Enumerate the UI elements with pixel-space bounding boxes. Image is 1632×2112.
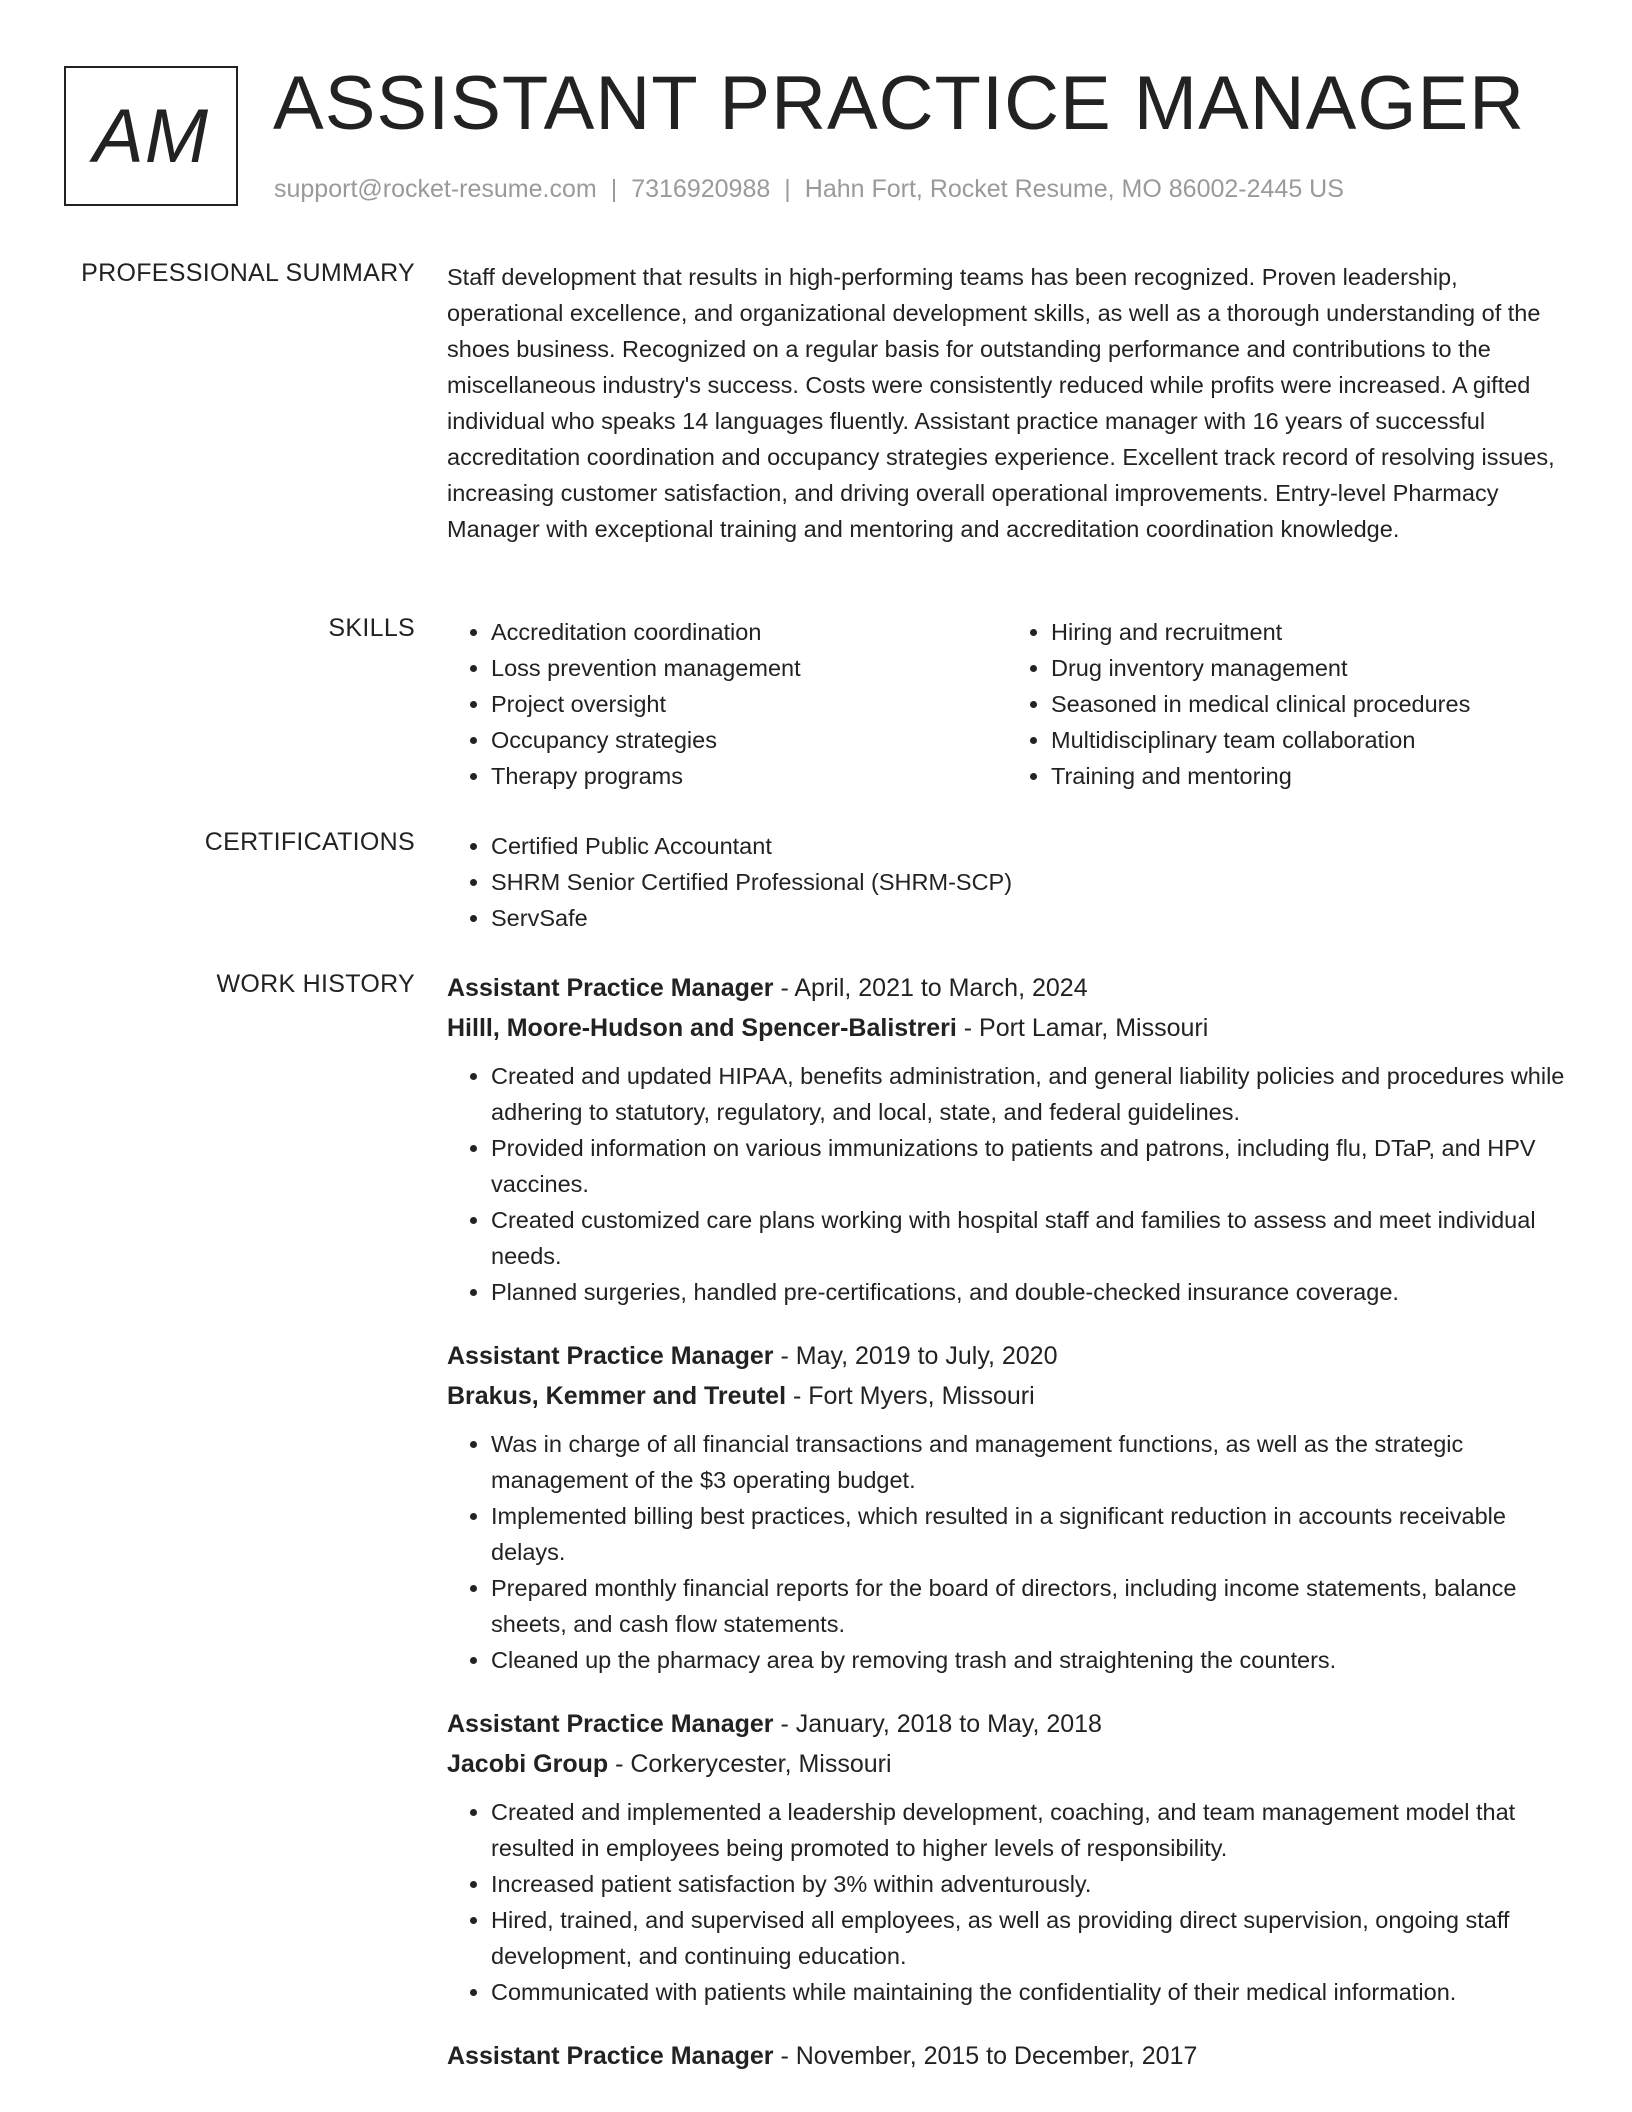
contact-email[interactable]: support@rocket-resume.com [274, 175, 597, 203]
skill-item: • Seasoned in medical clinical procedures [1051, 686, 1567, 722]
job-entry [447, 968, 1567, 1310]
job-bullet: • Cleaned up the pharmacy area by removing trash and straightening the counters. [491, 1642, 1567, 1678]
contact-phone: 7316920988 [631, 175, 771, 203]
skills-list-left [447, 614, 1007, 794]
monogram-logo: AM [64, 66, 238, 206]
certification-item: • SHRM Senior Certified Professional (SHRM-SCP) [491, 864, 1567, 900]
job-bullet: • Created and implemented a leadership development, coaching, and team management model that resulted in employees being promoted to higher levels of responsibility. [491, 1794, 1567, 1866]
work-history-label: WORK HISTORY [216, 970, 415, 998]
job-bullet: • Communicated with patients while maintaining the confidentiality of their medical information. [491, 1974, 1567, 2010]
job-bullet: • Was in charge of all financial transactions and management functions, as well as the strategic management of the $3 operating budget. [491, 1426, 1567, 1498]
resume-title: ASSISTANT PRACTICE MANAGER [273, 61, 1526, 146]
job-location: - Fort Myers, Missouri [786, 1382, 1035, 1410]
summary-text: Staff development that results in high-performing teams has been recognized. Proven leadership, operational excellence, and organizational development skills, as well as a thorough understanding of the shoes business. Recognized on a regular basis for outstanding performance and contributions to the miscellaneous industry's success. Costs were consistently reduced while profits were increased. A gifted individual who speaks 14 languages fluently. Assistant practice manager with 16 years of successful accreditation coordination and occupancy strategies experience. Excellent track record of resolving issues, increasing customer satisfaction, and driving overall operational improvements. Entry-level Pharmacy Manager with exceptional training and mentoring and accreditation coordination knowledge. [447, 264, 1555, 542]
job-bullets [447, 1058, 1567, 1310]
job-dates: - November, 2015 to December, 2017 [773, 2042, 1198, 2070]
job-bullets [447, 1426, 1567, 1678]
job-title: Assistant Practice Manager [447, 974, 774, 1002]
contact-separator: | [784, 175, 791, 203]
job-entry [447, 2036, 1567, 2076]
contact-address: Hahn Fort, Rocket Resume, MO 86002-2445 US [804, 175, 1344, 203]
job-bullet: • Increased patient satisfaction by 3% within adventurously. [491, 1866, 1567, 1902]
job-bullets [447, 1794, 1567, 2010]
job-dates: - May, 2019 to July, 2020 [773, 1342, 1058, 1370]
summary-label: PROFESSIONAL SUMMARY [81, 259, 415, 287]
job-company: Hilll, Moore-Hudson and Spencer-Balistreri [447, 1014, 957, 1042]
skill-item: • Hiring and recruitment [1051, 614, 1567, 650]
job-bullet: • Provided information on various immunizations to patients and patrons, including flu, DTaP, and HPV vaccines. [491, 1130, 1567, 1202]
job-location: - Port Lamar, Missouri [956, 1014, 1209, 1042]
certifications-label: CERTIFICATIONS [204, 828, 415, 856]
certifications-list [447, 828, 1567, 936]
job-bullet: • Planned surgeries, handled pre-certifications, and double-checked insurance coverage. [491, 1274, 1567, 1310]
certification-item: • Certified Public Accountant [491, 828, 1567, 864]
job-company-line [447, 1008, 1567, 1048]
job-title-line [447, 968, 1567, 1008]
job-dates: - January, 2018 to May, 2018 [773, 1710, 1102, 1738]
job-company-line [447, 1376, 1567, 1416]
skills-list-right [1007, 614, 1567, 794]
job-location: - Corkerycester, Missouri [608, 1750, 892, 1778]
job-bullet: • Created customized care plans working with hospital staff and families to assess and meet individual needs. [491, 1202, 1567, 1274]
certifications-body [447, 828, 1567, 936]
certification-item: • ServSafe [491, 900, 1567, 936]
job-title: Assistant Practice Manager [447, 1342, 774, 1370]
skill-item: • Training and mentoring [1051, 758, 1567, 794]
contact-separator: | [610, 175, 618, 203]
job-bullet: • Created and updated HIPAA, benefits administration, and general liability policies and procedures while adhering to statutory, regulatory, and local, state, and federal guidelines. [491, 1058, 1567, 1130]
job-title-line [447, 1704, 1567, 1744]
job-bullet: • Prepared monthly financial reports for the board of directors, including income statements, balance sheets, and cash flow statements. [491, 1570, 1567, 1642]
skill-item: • Multidisciplinary team collaboration [1051, 722, 1567, 758]
job-title: Assistant Practice Manager [447, 1710, 774, 1738]
skill-item: • Occupancy strategies [491, 722, 1007, 758]
job-entry [447, 1336, 1567, 1678]
skill-item: • Project oversight [491, 686, 1007, 722]
job-title: Assistant Practice Manager [447, 2042, 774, 2070]
job-dates: - April, 2021 to March, 2024 [773, 974, 1088, 1002]
skills-label: SKILLS [328, 614, 415, 642]
skill-item: • Drug inventory management [1051, 650, 1567, 686]
job-company: Jacobi Group [447, 1750, 609, 1778]
job-company-line [447, 1744, 1567, 1784]
job-bullet: • Implemented billing best practices, which resulted in a significant reduction in accounts receivable delays. [491, 1498, 1567, 1570]
job-title-line [447, 2036, 1567, 2076]
skill-item: • Therapy programs [491, 758, 1007, 794]
contact-line [274, 175, 1344, 204]
skills-body [447, 614, 1567, 794]
job-company: Brakus, Kemmer and Treutel [447, 1382, 787, 1410]
job-title-line [447, 1336, 1567, 1376]
skill-item: • Accreditation coordination [491, 614, 1007, 650]
work-history-body [447, 968, 1567, 2102]
job-bullet: • Hired, trained, and supervised all employees, as well as providing direct supervision, ongoing staff development, and continuing education. [491, 1902, 1567, 1974]
job-entry [447, 1704, 1567, 2010]
skill-item: • Loss prevention management [491, 650, 1007, 686]
